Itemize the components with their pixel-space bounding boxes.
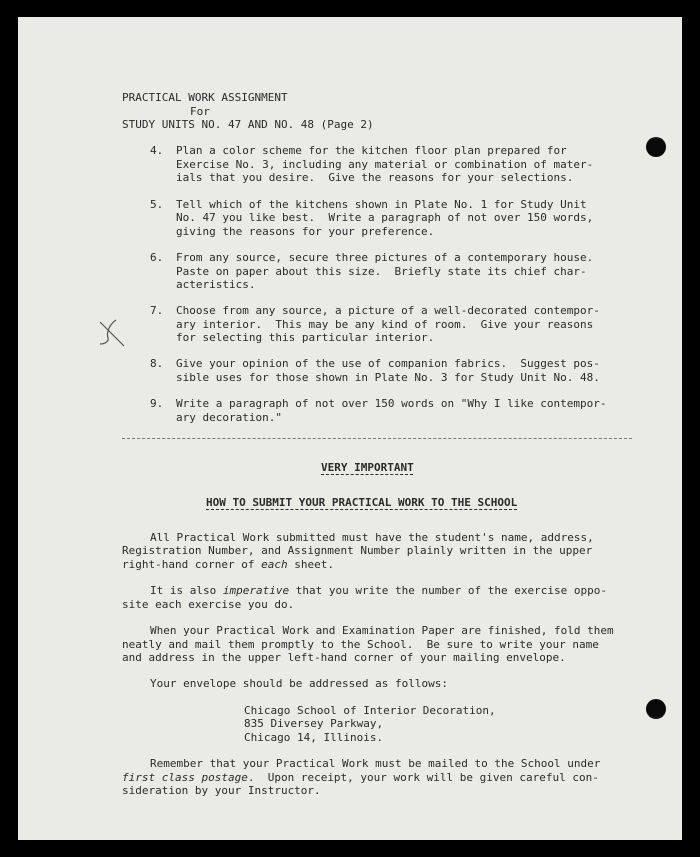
text-run: . Upon receipt, your work will be given careful con- xyxy=(247,771,599,784)
punch-hole-bottom xyxy=(646,699,666,719)
exercise-line: for selecting this particular interior. xyxy=(176,331,435,344)
exercise-line: Write a paragraph of not over 150 words on "Why I like contempor- xyxy=(176,397,607,410)
header-line-2: For xyxy=(190,105,210,118)
exercise-line: No. 47 you like best. Write a paragraph of not over 150 words, xyxy=(176,211,594,224)
header-line-1: PRACTICAL WORK ASSIGNMENT xyxy=(122,91,288,104)
exercise-number: 4. xyxy=(150,144,164,157)
paragraph-line: Registration Number, and Assignment Number plainly written in the upper xyxy=(122,544,593,557)
exercise-number: 5. xyxy=(150,198,164,211)
text-run: sheet. xyxy=(287,558,334,571)
paragraph-line: neatly and mail them promptly to the School. Be sure to write your name xyxy=(122,638,599,651)
emphasis: each xyxy=(261,558,288,571)
handwritten-x-mark-icon xyxy=(94,314,130,350)
exercise-number: 7. xyxy=(150,304,164,317)
paragraph-line: All Practical Work submitted must have the student's name, address, xyxy=(150,531,594,544)
paragraph-line: and address in the upper left-hand corner of your mailing envelope. xyxy=(122,651,566,664)
exercise-line: Tell which of the kitchens shown in Plate No. 1 for Study Unit xyxy=(176,198,587,211)
address-line: Chicago School of Interior Decoration, xyxy=(244,704,496,717)
address-line: 835 Diversey Parkway, xyxy=(244,717,384,730)
header-line-3: STUDY UNITS NO. 47 AND NO. 48 (Page 2) xyxy=(122,118,374,131)
paragraph-line xyxy=(150,584,607,598)
paragraph-line: site each exercise you do. xyxy=(122,598,295,611)
exercise-number: 8. xyxy=(150,357,164,370)
divider-line xyxy=(122,438,632,439)
exercise-line: Paste on paper about this size. Briefly state its chief char- xyxy=(176,265,587,278)
exercise-line: sible uses for those shown in Plate No. 3 for Study Unit No. 48. xyxy=(176,371,600,384)
exercise-number: 6. xyxy=(150,251,164,264)
exercise-line: Exercise No. 3, including any material or combination of mater- xyxy=(176,158,594,171)
exercise-line: ary decoration." xyxy=(176,411,282,424)
paragraph-line xyxy=(122,558,334,572)
paragraph-line: sideration by your Instructor. xyxy=(122,784,321,797)
punch-hole-top xyxy=(646,137,666,157)
submit-heading: HOW TO SUBMIT YOUR PRACTICAL WORK TO THE SCHOOL xyxy=(206,496,518,509)
paragraph-line xyxy=(122,771,599,785)
exercise-line: acteristics. xyxy=(176,278,256,291)
paragraph-line: Remember that your Practical Work must be mailed to the School under xyxy=(150,757,601,770)
exercise-line: giving the reasons for your preference. xyxy=(176,225,435,238)
exercise-line: ary interior. This may be any kind of room. Give your reasons xyxy=(176,318,594,331)
exercise-number: 9. xyxy=(150,397,164,410)
emphasis: first class postage xyxy=(122,771,248,784)
paragraph-line: Your envelope should be addressed as follows: xyxy=(150,677,449,690)
text-run: It is also xyxy=(150,584,223,597)
exercise-line: Give your opinion of the use of companion fabrics. Suggest pos- xyxy=(176,357,600,370)
address-line: Chicago 14, Illinois. xyxy=(244,731,384,744)
emphasis: imperative xyxy=(222,584,290,597)
very-important-heading: VERY IMPORTANT xyxy=(321,461,414,474)
exercise-line: ials that you desire. Give the reasons for your selections. xyxy=(176,171,574,184)
exercise-line: Plan a color scheme for the kitchen floor plan prepared for xyxy=(176,144,567,157)
exercise-line: Choose from any source, a picture of a well-decorated contempor- xyxy=(176,304,600,317)
text-run: right-hand corner of xyxy=(122,558,262,571)
paragraph-line: When your Practical Work and Examination Paper are finished, fold them xyxy=(150,624,614,637)
exercise-line: From any source, secure three pictures of a contemporary house. xyxy=(176,251,594,264)
document-page xyxy=(18,17,682,840)
text-run: that you write the number of the exercise oppo- xyxy=(289,584,607,597)
